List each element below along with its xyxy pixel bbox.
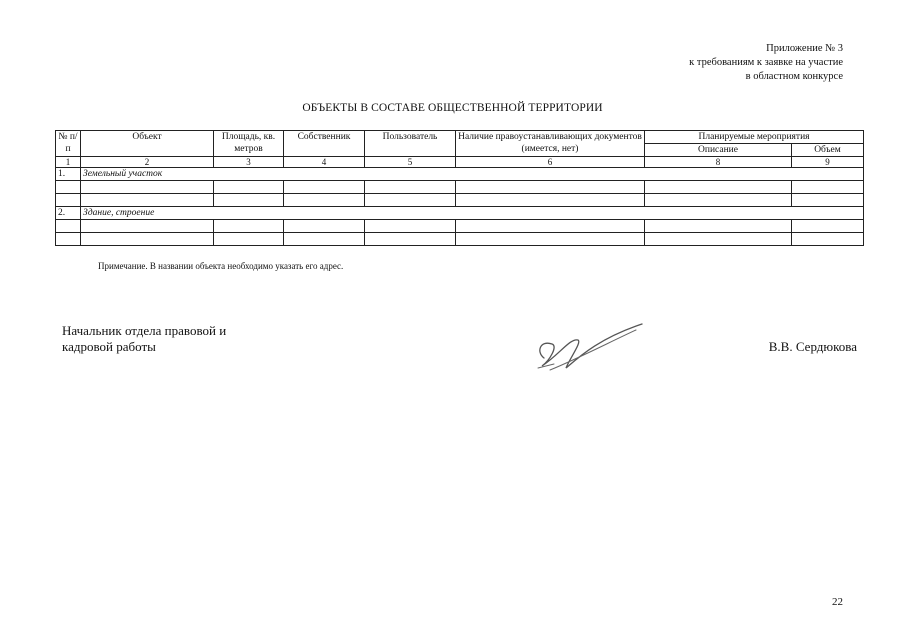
- page-number: 22: [832, 596, 843, 608]
- appendix-line-1: Приложение № 3: [766, 43, 843, 54]
- column-number: 3: [214, 157, 284, 168]
- objects-table: [55, 130, 864, 246]
- header-volume: Объем: [792, 144, 864, 157]
- header-description: Описание: [645, 144, 792, 157]
- handwritten-signature: [530, 318, 650, 378]
- signer-position-line-2: кадровой работы: [62, 339, 156, 354]
- column-number: 4: [284, 157, 365, 168]
- header-num: № п/п: [56, 131, 81, 157]
- column-number: 6: [456, 157, 645, 168]
- table-header-row: [56, 131, 864, 144]
- section-row-land: [56, 168, 864, 181]
- section-number: 2.: [56, 207, 81, 220]
- appendix-line-3: в областном конкурсе: [745, 71, 843, 82]
- signer-name: В.В. Сердюкова: [768, 339, 857, 354]
- appendix-line-2: к требованиям к заявке на участие: [689, 57, 843, 68]
- section-name: Здание, строение: [81, 207, 864, 220]
- table-row: [56, 220, 864, 233]
- document-title: ОБЪЕКТЫ В СОСТАВЕ ОБЩЕСТВЕННОЙ ТЕРРИТОРИИ: [302, 102, 603, 114]
- header-owner: Собственник: [284, 131, 365, 157]
- column-number: 8: [645, 157, 792, 168]
- section-number: 1.: [56, 168, 81, 181]
- column-number: 2: [81, 157, 214, 168]
- header-area: Площадь, кв. метров: [214, 131, 284, 157]
- appendix-header: [689, 42, 843, 84]
- section-row-building: [56, 207, 864, 220]
- column-number: 9: [792, 157, 864, 168]
- table-row: [56, 233, 864, 246]
- column-number-row: [56, 157, 864, 168]
- signer-position: [62, 323, 226, 355]
- table-row: [56, 181, 864, 194]
- header-user: Пользователь: [365, 131, 456, 157]
- table-note: Примечание. В названии объекта необходимо указать его адрес.: [98, 261, 344, 271]
- header-object: Объект: [81, 131, 214, 157]
- table-row: [56, 194, 864, 207]
- column-number: 5: [365, 157, 456, 168]
- header-documents: Наличие правоустанавливающих документов (имеется, нет): [456, 131, 645, 157]
- column-number: 1: [56, 157, 81, 168]
- signer-position-line-1: Начальник отдела правовой и: [62, 323, 227, 338]
- header-planned: Планируемые мероприятия: [645, 131, 864, 144]
- section-name: Земельный участок: [81, 168, 864, 181]
